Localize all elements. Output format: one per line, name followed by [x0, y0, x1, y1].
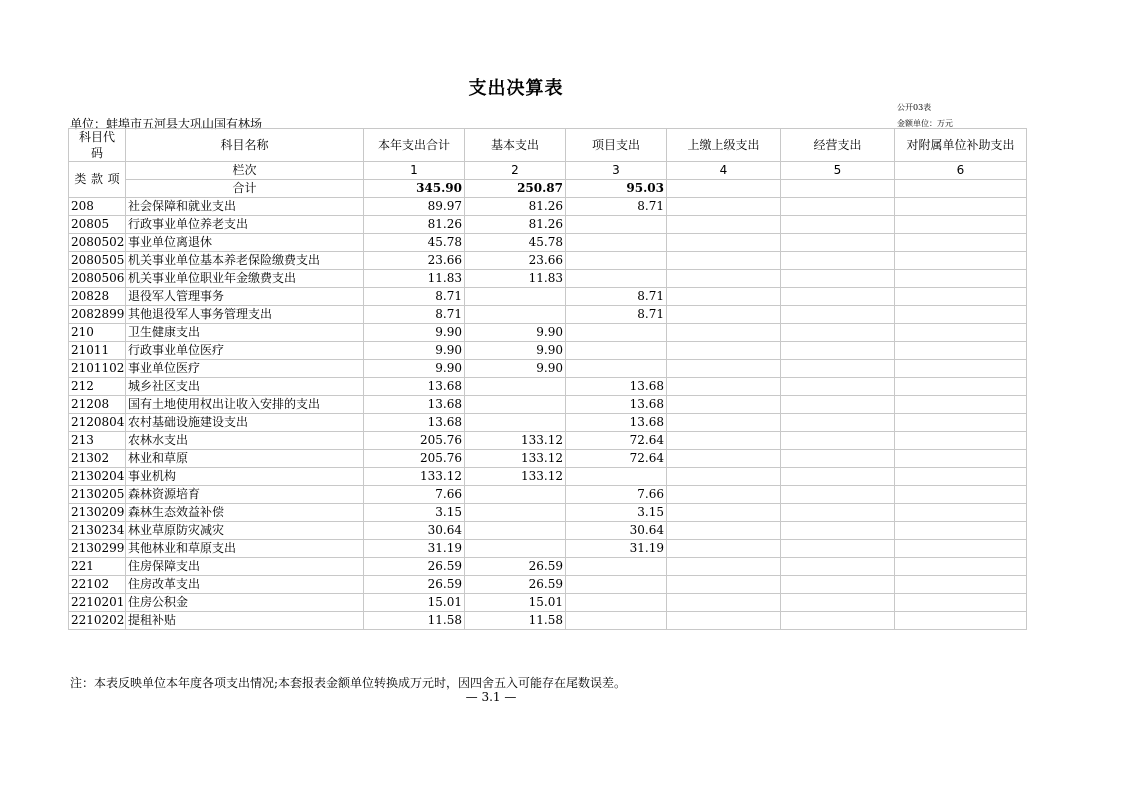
- col-index-6: 6: [895, 162, 1027, 180]
- row-basic: [465, 504, 566, 522]
- row-code: 21208: [69, 396, 126, 414]
- row-subsidy: [895, 288, 1027, 306]
- table-row: [69, 522, 1027, 540]
- row-upper: [667, 612, 781, 630]
- table-row: [69, 612, 1027, 630]
- table-row: [69, 594, 1027, 612]
- row-total: 45.78: [364, 234, 465, 252]
- table-row: [69, 558, 1027, 576]
- row-name: 林业草原防灾减灾: [126, 522, 364, 540]
- row-project: 13.68: [566, 378, 667, 396]
- total-label: 合计: [126, 180, 364, 198]
- row-upper: [667, 540, 781, 558]
- total-project: 95.03: [566, 180, 667, 198]
- row-name: 退役军人管理事务: [126, 288, 364, 306]
- row-code: 2080506: [69, 270, 126, 288]
- table-row: [69, 540, 1027, 558]
- row-basic: 26.59: [465, 558, 566, 576]
- row-business: [781, 612, 895, 630]
- row-subsidy: [895, 342, 1027, 360]
- row-subsidy: [895, 612, 1027, 630]
- row-name: 住房公积金: [126, 594, 364, 612]
- form-code: 公开03表: [897, 103, 932, 112]
- row-basic: [465, 396, 566, 414]
- row-subsidy: [895, 558, 1027, 576]
- row-total: 81.26: [364, 216, 465, 234]
- row-business: [781, 432, 895, 450]
- unit-org-label: 单位：蚌埠市五河县大巩山国有林场: [70, 117, 263, 131]
- page-number: — 3.1 —: [465, 690, 517, 704]
- row-code: 210: [69, 324, 126, 342]
- row-code: 2130209: [69, 504, 126, 522]
- row-code: 20805: [69, 216, 126, 234]
- col-index-3: 3: [566, 162, 667, 180]
- row-business: [781, 540, 895, 558]
- row-project: 72.64: [566, 432, 667, 450]
- row-project: [566, 342, 667, 360]
- row-project: [566, 360, 667, 378]
- row-total: 13.68: [364, 414, 465, 432]
- row-subsidy: [895, 522, 1027, 540]
- row-project: [566, 576, 667, 594]
- row-code: 2130234: [69, 522, 126, 540]
- footnote: 注：本表反映单位本年度各项支出情况;本套报表金额单位转换成万元时，因四舍五入可能存在尾数误差。: [70, 676, 627, 690]
- row-name: 住房保障支出: [126, 558, 364, 576]
- row-project: [566, 612, 667, 630]
- row-name: 事业单位离退休: [126, 234, 364, 252]
- header-total: 本年支出合计: [364, 129, 465, 162]
- row-subsidy: [895, 468, 1027, 486]
- total-basic: 250.87: [465, 180, 566, 198]
- row-subsidy: [895, 306, 1027, 324]
- row-project: [566, 594, 667, 612]
- row-name: 机关事业单位职业年金缴费支出: [126, 270, 364, 288]
- table-row: [69, 450, 1027, 468]
- row-total: 133.12: [364, 468, 465, 486]
- label-lei: 类: [74, 172, 87, 186]
- row-basic: [465, 522, 566, 540]
- row-code: 2080505: [69, 252, 126, 270]
- row-subsidy: [895, 270, 1027, 288]
- row-project: 8.71: [566, 198, 667, 216]
- unit-money-label: 金额单位：万元: [897, 119, 953, 128]
- row-upper: [667, 432, 781, 450]
- header-upper: 上缴上级支出: [667, 129, 781, 162]
- header-code: 科目代码: [69, 129, 126, 162]
- row-business: [781, 378, 895, 396]
- row-basic: 9.90: [465, 360, 566, 378]
- row-basic: [465, 306, 566, 324]
- row-subsidy: [895, 414, 1027, 432]
- table-row: [69, 504, 1027, 522]
- row-total: 26.59: [364, 576, 465, 594]
- row-project: 72.64: [566, 450, 667, 468]
- col-index-5: 5: [781, 162, 895, 180]
- row-subsidy: [895, 216, 1027, 234]
- row-upper: [667, 288, 781, 306]
- table-row: [69, 234, 1027, 252]
- row-basic: 26.59: [465, 576, 566, 594]
- header-basic: 基本支出: [465, 129, 566, 162]
- row-business: [781, 522, 895, 540]
- total-amount: 345.90: [364, 180, 465, 198]
- row-basic: [465, 486, 566, 504]
- label-xiang: 项: [107, 172, 120, 186]
- row-total: 30.64: [364, 522, 465, 540]
- row-subsidy: [895, 360, 1027, 378]
- table-row: [69, 342, 1027, 360]
- row-basic: 133.12: [465, 468, 566, 486]
- row-code: 212: [69, 378, 126, 396]
- row-code: 2082899: [69, 306, 126, 324]
- row-subsidy: [895, 252, 1027, 270]
- row-project: 13.68: [566, 396, 667, 414]
- row-subsidy: [895, 504, 1027, 522]
- row-business: [781, 594, 895, 612]
- col-index-1: 1: [364, 162, 465, 180]
- row-name: 森林资源培育: [126, 486, 364, 504]
- row-name: 住房改革支出: [126, 576, 364, 594]
- row-upper: [667, 396, 781, 414]
- row-upper: [667, 324, 781, 342]
- row-name: 机关事业单位基本养老保险缴费支出: [126, 252, 364, 270]
- row-upper: [667, 198, 781, 216]
- row-upper: [667, 342, 781, 360]
- row-basic: 9.90: [465, 324, 566, 342]
- row-upper: [667, 216, 781, 234]
- row-code: 213: [69, 432, 126, 450]
- row-code: 20828: [69, 288, 126, 306]
- row-basic: 15.01: [465, 594, 566, 612]
- row-total: 31.19: [364, 540, 465, 558]
- table-row: [69, 468, 1027, 486]
- row-upper: [667, 360, 781, 378]
- row-business: [781, 198, 895, 216]
- table-row: [69, 576, 1027, 594]
- row-upper: [667, 252, 781, 270]
- row-basic: [465, 540, 566, 558]
- row-total: 13.68: [364, 396, 465, 414]
- row-total: 13.68: [364, 378, 465, 396]
- total-subsidy: [895, 180, 1027, 198]
- total-upper: [667, 180, 781, 198]
- row-total: 205.76: [364, 432, 465, 450]
- row-basic: 81.26: [465, 216, 566, 234]
- row-project: [566, 252, 667, 270]
- row-upper: [667, 468, 781, 486]
- row-name: 事业机构: [126, 468, 364, 486]
- table-row: [69, 396, 1027, 414]
- row-code: 21011: [69, 342, 126, 360]
- row-business: [781, 396, 895, 414]
- col-index-4: 4: [667, 162, 781, 180]
- row-project: [566, 558, 667, 576]
- header-business: 经营支出: [781, 129, 895, 162]
- row-project: 8.71: [566, 306, 667, 324]
- row-name: 国有土地使用权出让收入安排的支出: [126, 396, 364, 414]
- row-total: 8.71: [364, 288, 465, 306]
- table-row: [69, 198, 1027, 216]
- row-name: 社会保障和就业支出: [126, 198, 364, 216]
- row-total: 15.01: [364, 594, 465, 612]
- row-code: 2120804: [69, 414, 126, 432]
- row-basic: 11.58: [465, 612, 566, 630]
- row-business: [781, 252, 895, 270]
- row-basic: 45.78: [465, 234, 566, 252]
- row-code: 2130204: [69, 468, 126, 486]
- col-index-2: 2: [465, 162, 566, 180]
- row-business: [781, 576, 895, 594]
- row-code: 208: [69, 198, 126, 216]
- row-basic: 81.26: [465, 198, 566, 216]
- row-name: 森林生态效益补偿: [126, 504, 364, 522]
- label-kuan: 款: [90, 172, 103, 186]
- header-project: 项目支出: [566, 129, 667, 162]
- row-upper: [667, 450, 781, 468]
- row-name: 事业单位医疗: [126, 360, 364, 378]
- row-basic: [465, 378, 566, 396]
- table-row: [69, 270, 1027, 288]
- row-upper: [667, 306, 781, 324]
- header-row: [69, 129, 1027, 162]
- row-business: [781, 288, 895, 306]
- table-row: [69, 432, 1027, 450]
- row-business: [781, 468, 895, 486]
- row-basic: 133.12: [465, 450, 566, 468]
- row-business: [781, 216, 895, 234]
- table-row: [69, 360, 1027, 378]
- row-basic: 9.90: [465, 342, 566, 360]
- row-project: 13.68: [566, 414, 667, 432]
- row-basic: [465, 414, 566, 432]
- row-code: 221: [69, 558, 126, 576]
- row-total: 8.71: [364, 306, 465, 324]
- row-name: 卫生健康支出: [126, 324, 364, 342]
- row-subsidy: [895, 540, 1027, 558]
- row-upper: [667, 504, 781, 522]
- row-code: 21302: [69, 450, 126, 468]
- row-code: 2210202: [69, 612, 126, 630]
- row-code: 2210201: [69, 594, 126, 612]
- page-title: 支出决算表: [468, 78, 564, 99]
- row-subsidy: [895, 378, 1027, 396]
- row-business: [781, 414, 895, 432]
- row-project: 7.66: [566, 486, 667, 504]
- row-upper: [667, 270, 781, 288]
- row-total: 11.83: [364, 270, 465, 288]
- row-business: [781, 450, 895, 468]
- row-business: [781, 360, 895, 378]
- row-subsidy: [895, 234, 1027, 252]
- row-subsidy: [895, 486, 1027, 504]
- row-name: 林业和草原: [126, 450, 364, 468]
- row-basic: 23.66: [465, 252, 566, 270]
- row-upper: [667, 558, 781, 576]
- row-business: [781, 342, 895, 360]
- table-row: [69, 378, 1027, 396]
- row-upper: [667, 414, 781, 432]
- row-upper: [667, 378, 781, 396]
- table-row: [69, 252, 1027, 270]
- row-project: [566, 270, 667, 288]
- row-total: 9.90: [364, 324, 465, 342]
- row-name: 其他退役军人事务管理支出: [126, 306, 364, 324]
- row-subsidy: [895, 450, 1027, 468]
- row-project: [566, 324, 667, 342]
- row-project: 3.15: [566, 504, 667, 522]
- row-business: [781, 486, 895, 504]
- row-name: 农林水支出: [126, 432, 364, 450]
- row-total: 26.59: [364, 558, 465, 576]
- label-lanci: 栏次: [126, 162, 364, 180]
- row-total: 3.15: [364, 504, 465, 522]
- row-total: 9.90: [364, 342, 465, 360]
- row-code: 22102: [69, 576, 126, 594]
- table-row: [69, 288, 1027, 306]
- row-business: [781, 324, 895, 342]
- row-basic: 11.83: [465, 270, 566, 288]
- table-row: [69, 324, 1027, 342]
- row-subsidy: [895, 576, 1027, 594]
- row-project: [566, 234, 667, 252]
- row-upper: [667, 576, 781, 594]
- column-index-row: [69, 162, 1027, 180]
- row-business: [781, 504, 895, 522]
- row-total: 7.66: [364, 486, 465, 504]
- row-total: 23.66: [364, 252, 465, 270]
- header-name: 科目名称: [126, 129, 364, 162]
- row-business: [781, 306, 895, 324]
- row-business: [781, 558, 895, 576]
- total-business: [781, 180, 895, 198]
- row-upper: [667, 234, 781, 252]
- row-basic: 133.12: [465, 432, 566, 450]
- row-subsidy: [895, 198, 1027, 216]
- header-subsidy: 对附属单位补助支出: [895, 129, 1027, 162]
- row-basic: [465, 288, 566, 306]
- row-name: 其他林业和草原支出: [126, 540, 364, 558]
- row-name: 农村基础设施建设支出: [126, 414, 364, 432]
- row-code: 2080502: [69, 234, 126, 252]
- row-subsidy: [895, 324, 1027, 342]
- row-subsidy: [895, 594, 1027, 612]
- row-total: 11.58: [364, 612, 465, 630]
- row-name: 行政事业单位养老支出: [126, 216, 364, 234]
- row-business: [781, 270, 895, 288]
- row-project: 8.71: [566, 288, 667, 306]
- row-code: 2130299: [69, 540, 126, 558]
- row-project: [566, 216, 667, 234]
- row-project: [566, 468, 667, 486]
- table-row: [69, 486, 1027, 504]
- code-level-cell: [69, 162, 126, 198]
- table-row: [69, 414, 1027, 432]
- total-row: [69, 180, 1027, 198]
- row-code: 2130205: [69, 486, 126, 504]
- row-business: [781, 234, 895, 252]
- row-name: 提租补贴: [126, 612, 364, 630]
- row-name: 行政事业单位医疗: [126, 342, 364, 360]
- row-project: 30.64: [566, 522, 667, 540]
- row-upper: [667, 594, 781, 612]
- row-upper: [667, 486, 781, 504]
- row-upper: [667, 522, 781, 540]
- row-total: 9.90: [364, 360, 465, 378]
- row-subsidy: [895, 396, 1027, 414]
- expenditure-table: [68, 128, 1027, 630]
- row-total: 89.97: [364, 198, 465, 216]
- table-row: [69, 306, 1027, 324]
- row-code: 2101102: [69, 360, 126, 378]
- row-project: 31.19: [566, 540, 667, 558]
- row-name: 城乡社区支出: [126, 378, 364, 396]
- row-total: 205.76: [364, 450, 465, 468]
- row-subsidy: [895, 432, 1027, 450]
- table-row: [69, 216, 1027, 234]
